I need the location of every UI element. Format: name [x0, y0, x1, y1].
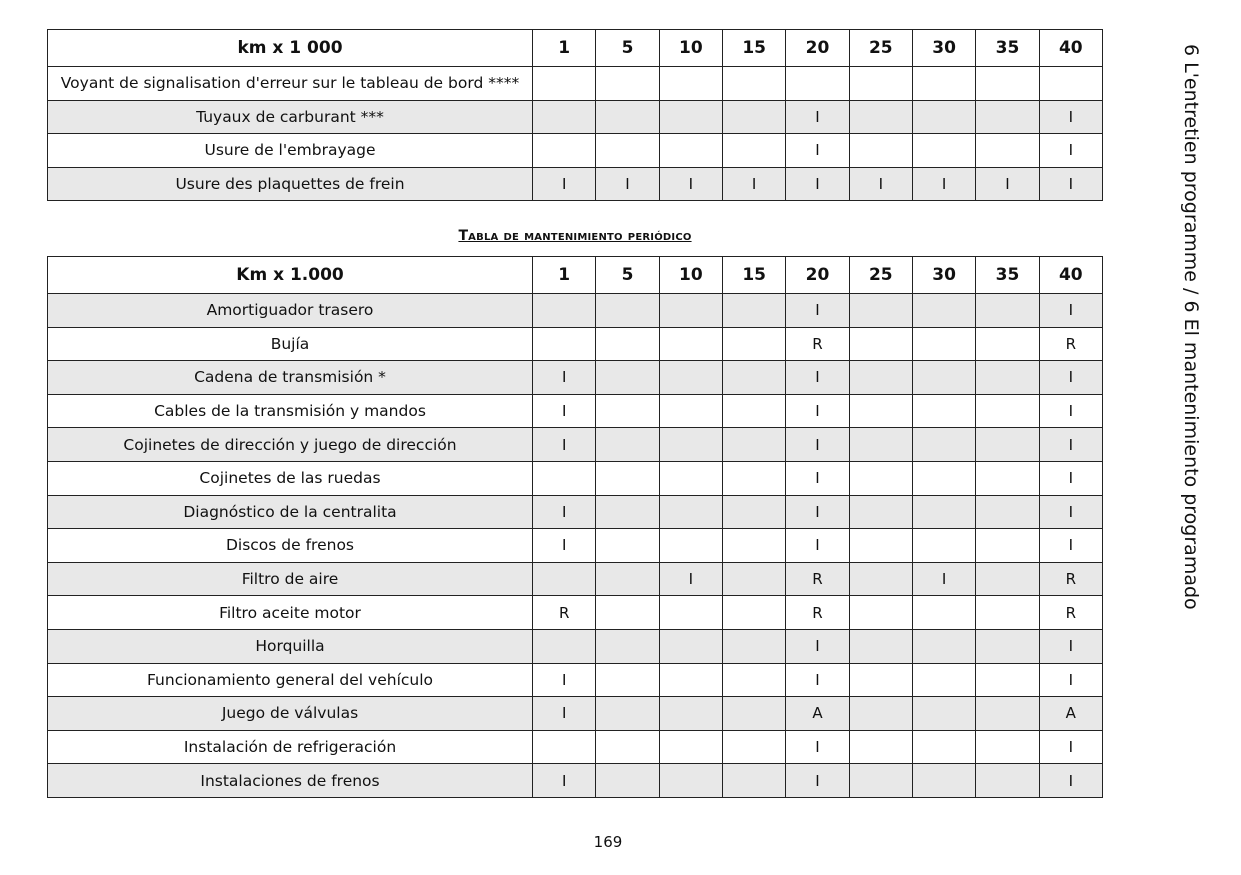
table-cell [659, 697, 722, 731]
table-cell [659, 428, 722, 462]
table-cell: I [976, 167, 1039, 201]
table-cell [722, 294, 785, 328]
table-cell [722, 67, 785, 101]
header-km-interval: 30 [912, 257, 975, 294]
header-km-label: km x 1 000 [48, 30, 533, 67]
table-cell: I [786, 629, 849, 663]
table-cell [849, 629, 912, 663]
table-cell: I [1039, 361, 1102, 395]
table-row [48, 134, 1103, 168]
table-cell [533, 629, 596, 663]
side-header: 6 L'entretien programme / 6 El mantenimiento programado [1180, 44, 1202, 610]
table-cell [659, 495, 722, 529]
table-cell [912, 663, 975, 697]
table-cell: I [786, 167, 849, 201]
table-cell [596, 697, 659, 731]
row-label: Discos de frenos [48, 529, 533, 563]
table-cell [849, 697, 912, 731]
header-km-interval: 1 [533, 30, 596, 67]
table-cell [976, 529, 1039, 563]
table-cell: A [1039, 697, 1102, 731]
table-cell [912, 134, 975, 168]
table-cell: R [786, 562, 849, 596]
table-cell [596, 294, 659, 328]
table-cell [976, 100, 1039, 134]
table-cell [722, 134, 785, 168]
table-cell [849, 361, 912, 395]
table-cell [722, 495, 785, 529]
table-cell: I [1039, 394, 1102, 428]
table-cell: I [533, 663, 596, 697]
table-cell [533, 67, 596, 101]
table-cell [722, 730, 785, 764]
table-cell: A [786, 697, 849, 731]
row-label: Filtro de aire [48, 562, 533, 596]
table-row [48, 67, 1103, 101]
table-row [48, 100, 1103, 134]
table-cell [596, 730, 659, 764]
table-cell [659, 663, 722, 697]
table-cell [722, 428, 785, 462]
table-cell [596, 461, 659, 495]
header-km-interval: 1 [533, 257, 596, 294]
table-cell [659, 294, 722, 328]
table-cell [976, 461, 1039, 495]
table-cell [912, 394, 975, 428]
table-cell [912, 629, 975, 663]
table-cell [912, 294, 975, 328]
table-cell [976, 629, 1039, 663]
row-label: Filtro aceite motor [48, 596, 533, 630]
table-cell: I [1039, 461, 1102, 495]
header-km-interval: 20 [786, 30, 849, 67]
table-cell [849, 596, 912, 630]
table-cell [659, 529, 722, 563]
table-cell [722, 361, 785, 395]
table-cell [659, 596, 722, 630]
header-km-interval: 5 [596, 257, 659, 294]
table-cell [849, 294, 912, 328]
table-cell: R [1039, 327, 1102, 361]
table-cell [849, 67, 912, 101]
table-row [48, 562, 1103, 596]
row-label: Usure des plaquettes de frein [48, 167, 533, 201]
row-label: Horquilla [48, 629, 533, 663]
table-cell [722, 327, 785, 361]
table-cell [912, 730, 975, 764]
row-label: Bujía [48, 327, 533, 361]
row-label: Funcionamiento general del vehículo [48, 663, 533, 697]
table-cell: I [786, 394, 849, 428]
section-title: Tabla de mantenimiento periódico [458, 228, 692, 244]
table-cell [659, 67, 722, 101]
table-cell [912, 461, 975, 495]
table-cell [722, 697, 785, 731]
table-row [48, 428, 1103, 462]
table-cell [976, 663, 1039, 697]
table-cell [659, 629, 722, 663]
table-cell [596, 394, 659, 428]
table-cell [976, 327, 1039, 361]
table-row [48, 294, 1103, 328]
table-cell [722, 529, 785, 563]
table-cell [596, 596, 659, 630]
header-km-interval: 10 [659, 257, 722, 294]
table-cell: I [1039, 134, 1102, 168]
header-km-interval: 35 [976, 257, 1039, 294]
table-row [48, 495, 1103, 529]
table-cell: I [786, 461, 849, 495]
table-cell: I [533, 495, 596, 529]
table-cell: I [786, 529, 849, 563]
table-cell [596, 663, 659, 697]
table-cell [596, 134, 659, 168]
table-cell [722, 100, 785, 134]
table-cell [849, 394, 912, 428]
table-cell [1039, 67, 1102, 101]
table-cell: I [533, 697, 596, 731]
table-cell [533, 562, 596, 596]
table-cell [596, 428, 659, 462]
table-cell [912, 764, 975, 798]
table-cell: I [1039, 294, 1102, 328]
row-label: Voyant de signalisation d'erreur sur le tableau de bord **** [48, 67, 533, 101]
table-cell: I [1039, 495, 1102, 529]
table-header-row [48, 30, 1103, 67]
table-cell: I [1039, 730, 1102, 764]
table-cell [912, 361, 975, 395]
table-cell [722, 629, 785, 663]
table-header-row [48, 257, 1103, 294]
row-label: Amortiguador trasero [48, 294, 533, 328]
table-cell [596, 495, 659, 529]
table-cell: I [849, 167, 912, 201]
table-cell [849, 327, 912, 361]
table-cell: I [1039, 629, 1102, 663]
table-cell [976, 394, 1039, 428]
table-row [48, 730, 1103, 764]
table-cell: R [1039, 596, 1102, 630]
table-cell [722, 663, 785, 697]
table-cell [849, 100, 912, 134]
table-cell [912, 529, 975, 563]
table-cell [849, 461, 912, 495]
table-cell [596, 327, 659, 361]
table-row [48, 629, 1103, 663]
table-cell [912, 596, 975, 630]
table-cell [722, 394, 785, 428]
row-label: Tuyaux de carburant *** [48, 100, 533, 134]
row-label: Instalación de refrigeración [48, 730, 533, 764]
table-cell: I [533, 394, 596, 428]
table-cell: I [659, 167, 722, 201]
table-cell [533, 100, 596, 134]
table-cell [976, 495, 1039, 529]
table-cell: I [786, 730, 849, 764]
table-cell [659, 730, 722, 764]
table-cell [533, 327, 596, 361]
table-cell [849, 764, 912, 798]
table-cell [912, 495, 975, 529]
header-km-interval: 35 [976, 30, 1039, 67]
table-cell: R [1039, 562, 1102, 596]
table-cell [786, 67, 849, 101]
table-cell [722, 764, 785, 798]
table-cell: I [1039, 764, 1102, 798]
table-cell [912, 697, 975, 731]
table-cell [912, 428, 975, 462]
table-cell [849, 428, 912, 462]
row-label: Usure de l'embrayage [48, 134, 533, 168]
table-cell: I [1039, 428, 1102, 462]
header-km-interval: 40 [1039, 30, 1102, 67]
table-cell [912, 67, 975, 101]
table-cell: I [786, 764, 849, 798]
header-km-interval: 15 [722, 257, 785, 294]
table-cell [849, 529, 912, 563]
table-cell: I [786, 134, 849, 168]
table-cell: I [786, 294, 849, 328]
header-km-label: Km x 1.000 [48, 257, 533, 294]
table-cell [596, 529, 659, 563]
table-cell [533, 461, 596, 495]
table-cell [533, 730, 596, 764]
table-cell: R [786, 596, 849, 630]
table-cell [976, 697, 1039, 731]
header-km-interval: 5 [596, 30, 659, 67]
table-cell [659, 327, 722, 361]
table-cell: I [1039, 663, 1102, 697]
table-row [48, 663, 1103, 697]
row-label: Cables de la transmisión y mandos [48, 394, 533, 428]
table-row [48, 529, 1103, 563]
table-cell: I [533, 167, 596, 201]
table-cell [722, 461, 785, 495]
table-cell [596, 67, 659, 101]
table-cell [849, 134, 912, 168]
row-label: Cojinetes de las ruedas [48, 461, 533, 495]
table-cell: I [786, 428, 849, 462]
table-cell [722, 596, 785, 630]
header-km-interval: 10 [659, 30, 722, 67]
table-cell [976, 361, 1039, 395]
table-cell [596, 361, 659, 395]
table-cell: R [786, 327, 849, 361]
table-cell [976, 562, 1039, 596]
table-cell [849, 663, 912, 697]
table-cell: I [786, 100, 849, 134]
table-row [48, 461, 1103, 495]
table-cell: I [912, 562, 975, 596]
table-cell: I [1039, 167, 1102, 201]
table-cell [976, 428, 1039, 462]
table-cell [976, 596, 1039, 630]
table-cell [659, 100, 722, 134]
table-cell [912, 100, 975, 134]
table-cell [849, 495, 912, 529]
header-km-interval: 25 [849, 257, 912, 294]
header-km-interval: 40 [1039, 257, 1102, 294]
table-cell: I [659, 562, 722, 596]
table-cell [976, 134, 1039, 168]
header-km-interval: 20 [786, 257, 849, 294]
row-label: Diagnóstico de la centralita [48, 495, 533, 529]
table-cell [912, 327, 975, 361]
table-cell [659, 461, 722, 495]
table-row [48, 596, 1103, 630]
row-label: Juego de válvulas [48, 697, 533, 731]
table-cell: I [786, 495, 849, 529]
table-cell: I [786, 663, 849, 697]
header-km-interval: 30 [912, 30, 975, 67]
row-label: Instalaciones de frenos [48, 764, 533, 798]
maintenance-table-fr [47, 29, 1103, 201]
header-km-interval: 15 [722, 30, 785, 67]
table-cell [596, 562, 659, 596]
table-cell: I [533, 361, 596, 395]
page-number: 169 [593, 833, 623, 851]
table-cell [659, 764, 722, 798]
table-cell [659, 394, 722, 428]
table-cell: I [786, 361, 849, 395]
table-cell: I [1039, 529, 1102, 563]
maintenance-table-es [47, 256, 1103, 798]
table-cell [596, 629, 659, 663]
table-row [48, 764, 1103, 798]
table-cell [596, 100, 659, 134]
table-cell [722, 562, 785, 596]
table-cell [976, 294, 1039, 328]
table-cell: I [533, 428, 596, 462]
table-cell: I [533, 764, 596, 798]
row-label: Cojinetes de dirección y juego de dirección [48, 428, 533, 462]
table-cell [596, 764, 659, 798]
table-cell [533, 294, 596, 328]
table-row [48, 697, 1103, 731]
table-cell [659, 361, 722, 395]
table-cell [976, 730, 1039, 764]
table-row [48, 361, 1103, 395]
row-label: Cadena de transmisión * [48, 361, 533, 395]
table-row [48, 327, 1103, 361]
table-cell: I [912, 167, 975, 201]
table-cell: R [533, 596, 596, 630]
table-cell [659, 134, 722, 168]
table-row [48, 394, 1103, 428]
header-km-interval: 25 [849, 30, 912, 67]
table-row [48, 167, 1103, 201]
table-cell [976, 764, 1039, 798]
table-cell [849, 562, 912, 596]
table-cell [849, 730, 912, 764]
table-cell: I [533, 529, 596, 563]
table-cell [976, 67, 1039, 101]
table-cell: I [722, 167, 785, 201]
table-cell [533, 134, 596, 168]
table-cell: I [596, 167, 659, 201]
table-cell: I [1039, 100, 1102, 134]
